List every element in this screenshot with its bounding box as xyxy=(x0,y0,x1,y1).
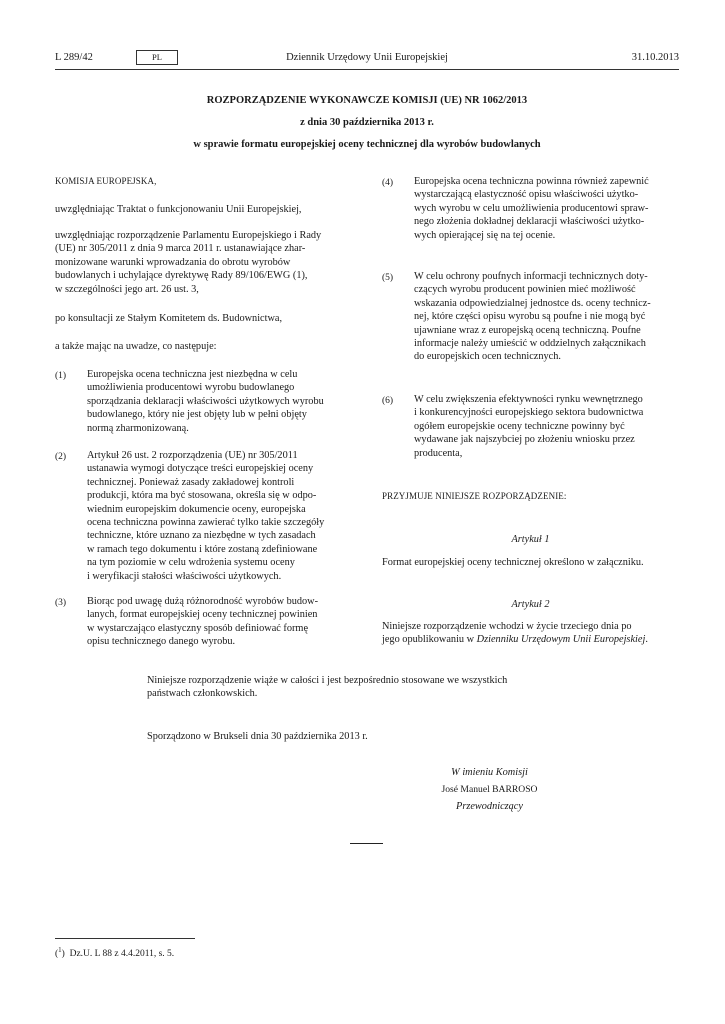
recital-text: W celu ochrony poufnych informacji technicznych doty- czących wyrobu producent powinien mieć możliwość wskazania odpowiedzialnej jednostce ds. oceny technicz- nej, które części opisu wyrobu są poufne i nie mogą być ujawniane wraz z europejską oceną techniczną. Poufne informacje należy umieścić w oddzielnych załącznikach do europejskich ocen technicznych. xyxy=(414,271,651,363)
recital-text: Europejska ocena techniczna jest niezbędna w celu umożliwienia producentowi wyrobu budowlanego sporządzania deklaracji właściwości użytkowych wyrobu budowlanego, który nie jest objęty lub w pełni objęty normą zharmonizowaną. xyxy=(87,369,324,434)
header-divider xyxy=(55,69,679,70)
recital-number: (6) xyxy=(382,396,394,406)
recital-number: (1) xyxy=(55,371,67,381)
signatory-name: José Manuel BARROSO xyxy=(441,784,538,795)
signatory-role: Przewodniczący xyxy=(456,801,523,812)
signature-on-behalf: W imieniu Komisji xyxy=(451,767,528,778)
article-heading: Artykuł 1 xyxy=(511,534,550,545)
footnote-mark: 1 xyxy=(58,946,62,954)
journal-title: Dziennik Urzędowy Unii Europejskiej xyxy=(286,52,448,63)
recital-text: Europejska ocena techniczna powinna również zapewnić wystarczającą elastyczność opisu właściwości użytko- wych wyrobu w celu umożliwienia producentowi spraw- nego złożenia dokładnej deklaracji właściwości użytko- wych opierającej się na tej ocenie. xyxy=(414,176,649,241)
footnote-divider xyxy=(55,938,195,939)
footnote-text: Dz.U. L 88 z 4.4.2011, s. 5. xyxy=(69,949,175,960)
adoption-statement: PRZYJMUJE NINIEJSZE ROZPORZĄDZENIE: xyxy=(382,491,567,501)
whereas-intro: a także mając na uwadze, co następuje: xyxy=(55,341,217,352)
recital-number: (4) xyxy=(382,178,394,188)
article-text: Format europejskiej oceny technicznej określono w załączniku. xyxy=(382,557,644,568)
place-and-date: Sporządzono w Brukseli dnia 30 października 2013 r. xyxy=(147,731,368,742)
article-text: Niniejsze rozporządzenie wchodzi w życie trzeciego dnia po jego opublikowaniu w Dzienniku Urzędowym Unii Europejskiej. xyxy=(382,621,648,646)
publication-date: 31.10.2013 xyxy=(631,52,679,63)
page-header xyxy=(55,50,679,70)
recital-text: Biorąc pod uwagę dużą różnorodność wyrobów budow- lanych, format europejskiej oceny technicznej powinien w wystarczająco elastyczny sposób definiować formę opisu technicznego danego wyrobu. xyxy=(87,596,319,648)
commission-heading: KOMISJA EUROPEJSKA, xyxy=(55,176,157,186)
regulation-citation: uwzględniając rozporządzenie Parlamentu Europejskiego i Rady (UE) nr 305/2011 z dnia 9 marca 2011 r. ustanawiające zhar- monizowane warunki wprowadzania do obrotu wyrobów budowlanych i uchylające dyrektywę Rady 89/106/EWG (1), w szczególności jego art. 26 ust. 3, xyxy=(55,230,322,295)
recital-number: (3) xyxy=(55,598,67,608)
recital-number: (5) xyxy=(382,273,394,283)
journal-reference: L 289/42 xyxy=(55,52,93,63)
regulation-title: ROZPORZĄDZENIE WYKONAWCZE KOMISJI (UE) NR 1062/2013 xyxy=(206,95,528,106)
consultation-citation: po konsultacji ze Stałym Komitetem ds. Budownictwa, xyxy=(55,313,283,324)
article-heading: Artykuł 2 xyxy=(511,599,550,610)
treaty-citation: uwzględniając Traktat o funkcjonowaniu Unii Europejskiej, xyxy=(55,204,302,215)
regulation-subject: w sprawie formatu europejskiej oceny technicznej dla wyrobów budowlanych xyxy=(193,139,541,150)
recital-text: Artykuł 26 ust. 2 rozporządzenia (UE) nr 305/2011 ustanawia wymogi dotyczące treści europejskiej oceny technicznej. Ponieważ zasady zakładowej kontroli produkcji, która ma być stosowana, określa się w odpo- wiednim europejskim dokumencie oceny, europejska ocena techniczna powinna zawierać tylko takie szczegóły techniczne, które uznano za niezbędne w tych zasadach w ramach tego dokumentu i które zostaną zdefiniowane na tym poziomie w celu wdrożenia systemu oceny i weryfikacji stałości właściwości użytkowych. xyxy=(87,450,325,582)
end-divider xyxy=(350,843,383,844)
recital-number: (2) xyxy=(55,452,67,462)
language-badge: PL xyxy=(136,50,178,65)
journal-name: Dzienniku Urzędowym Unii Europejskiej xyxy=(476,634,646,646)
regulation-date: z dnia 30 października 2013 r. xyxy=(300,117,434,128)
binding-statement: Niniejsze rozporządzenie wiąże w całości i jest bezpośrednio stosowane we wszystkich państwach członkowskich. xyxy=(147,675,508,700)
footnote: ($^1$) Dz.U. L 88 z 4.4.2011, s. 5. xyxy=(55,946,175,960)
recital-text: W celu zwiększenia efektywności rynku wewnętrznego i konkurencyjności europejskiego sektora budownictwa ogółem europejskie oceny techniczne powinny być wydawane jak najszybciej po złożeniu wniosku przez producenta, xyxy=(414,394,644,459)
